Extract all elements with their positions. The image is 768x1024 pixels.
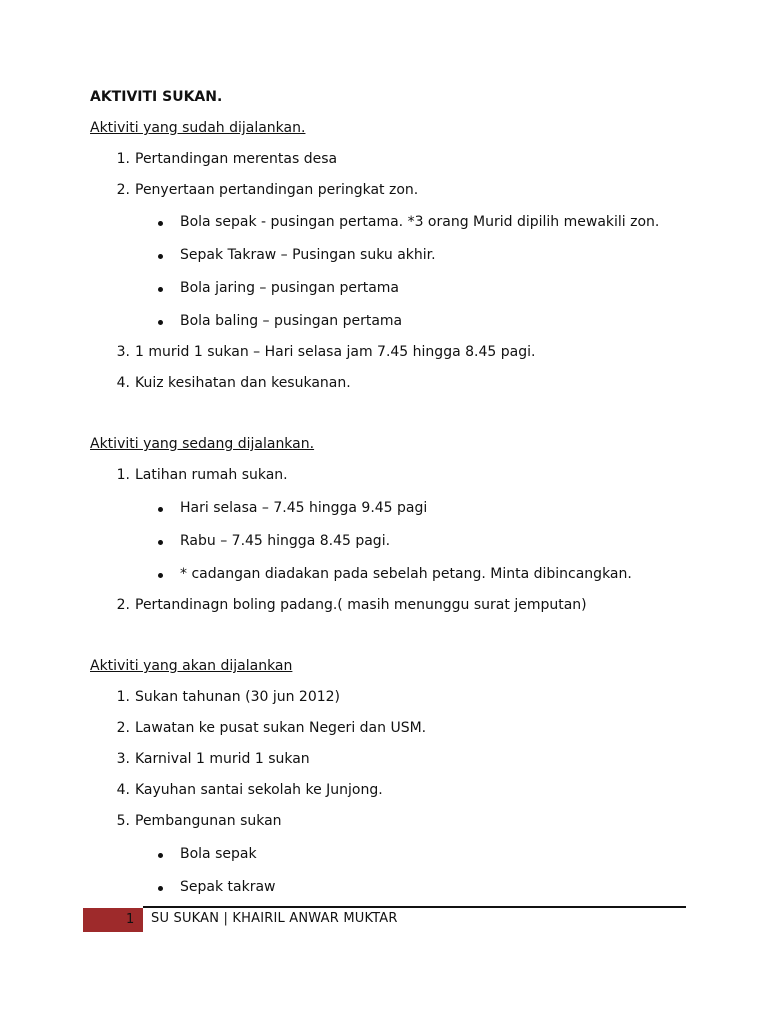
document-title: AKTIVITI SUKAN. (90, 89, 223, 105)
bullet-icon (158, 254, 163, 259)
bullet-icon (158, 320, 163, 325)
list-item-text: Sukan tahunan (30 jun 2012) (135, 689, 341, 705)
bullet-item-text: Rabu – 7.45 hingga 8.45 pagi. (180, 533, 391, 549)
bullet-item-text: Bola sepak (180, 846, 257, 862)
list-item-text: Pertandinagn boling padang.( masih menunggu surat jemputan) (135, 597, 587, 613)
list-number: 1. (116, 151, 130, 167)
list-number: 2. (116, 720, 130, 736)
list-item-text: Kayuhan santai sekolah ke Junjong. (135, 782, 383, 798)
list-number: 2. (116, 182, 130, 198)
bullet-item-text: Sepak Takraw – Pusingan suku akhir. (180, 247, 436, 263)
bullet-item-text: * cadangan diadakan pada sebelah petang. Minta dibincangkan. (180, 566, 632, 582)
list-number: 5. (116, 813, 130, 829)
section-heading-planned: Aktiviti yang akan dijalankan (90, 658, 293, 674)
list-item-text: Pertandingan merentas desa (135, 151, 338, 167)
list-item-text: Latihan rumah sukan. (135, 467, 288, 483)
list-item-text: Karnival 1 murid 1 sukan (135, 751, 310, 767)
list-number: 1. (116, 467, 130, 483)
list-item-text: Kuiz kesihatan dan kesukanan. (135, 375, 351, 391)
footer-divider (143, 906, 686, 908)
list-item-text: Pembangunan sukan (135, 813, 282, 829)
bullet-icon (158, 540, 163, 545)
list-number: 3. (116, 751, 130, 767)
bullet-icon (158, 221, 163, 226)
bullet-item-text: Bola sepak - pusingan pertama. *3 orang Murid dipilih mewakili zon. (180, 214, 660, 230)
bullet-item-text: Bola baling – pusingan pertama (180, 313, 403, 329)
section-heading-ongoing: Aktiviti yang sedang dijalankan. (90, 436, 315, 452)
list-number: 4. (116, 782, 130, 798)
list-number: 1. (116, 689, 130, 705)
bullet-icon (158, 573, 163, 578)
bullet-icon (158, 886, 163, 891)
list-number: 3. (116, 344, 130, 360)
footer-page-number: 1 (126, 912, 135, 927)
list-number: 4. (116, 375, 130, 391)
bullet-item-text: Bola jaring – pusingan pertama (180, 280, 400, 296)
footer-text: SU SUKAN | KHAIRIL ANWAR MUKTAR (151, 911, 398, 926)
section-heading-completed: Aktiviti yang sudah dijalankan. (90, 120, 306, 136)
bullet-icon (158, 507, 163, 512)
list-item-text: 1 murid 1 sukan – Hari selasa jam 7.45 hingga 8.45 pagi. (135, 344, 536, 360)
list-item-text: Lawatan ke pusat sukan Negeri dan USM. (135, 720, 427, 736)
bullet-item-text: Sepak takraw (180, 879, 276, 895)
bullet-icon (158, 853, 163, 858)
bullet-item-text: Hari selasa – 7.45 hingga 9.45 pagi (180, 500, 428, 516)
bullet-icon (158, 287, 163, 292)
list-item-text: Penyertaan pertandingan peringkat zon. (135, 182, 419, 198)
list-number: 2. (116, 597, 130, 613)
